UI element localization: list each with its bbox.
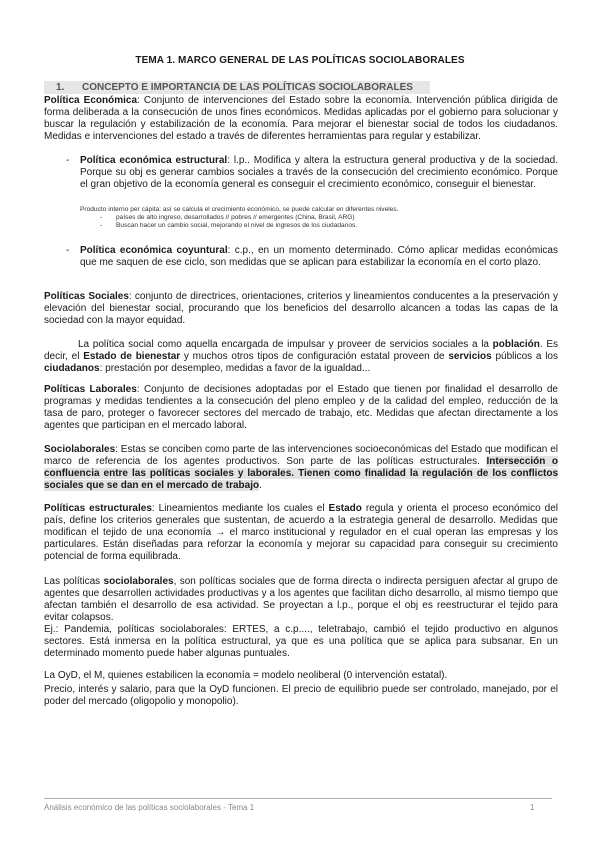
pib-note: Producto interno per cápita: así se calcula el crecimiento económico, se puede calcular en diferentes niveles. [80, 206, 399, 213]
politica-social-paragraph: La política social como aquella encargada de impulsar y proveer de servicios sociales a la población. Es decir, el Estado de bienestar y muchos otros tipos de configuración estatal proveen de servicios públicos a los ciudadanos: prestación por desempleo, medidas a favor de la igualdad... [44, 339, 558, 375]
document-title: TEMA 1. MARCO GENERAL DE LAS POLÍTICAS SOCIOLABORALES [135, 55, 465, 66]
sub-bullet-dash: - [100, 222, 103, 229]
politica-economica-paragraph: Política Económica: Conjunto de intervenciones del Estado sobre la economía. Intervención pública dirigida de forma deliberada a la consecución de unos fines económicos. Medidas aplicadas por el gobierno para solucionar y buscar la regulación y estabilización de la economía. Para mejorar el bienestar social de todos los ciudadanos. Medidas e intervenciones del estado a través de diferentes herramientas para regular y estabilizar. [44, 95, 558, 143]
sociolaborales-paragraph: Sociolaborales: Estas se conciben como parte de las intervenciones socioeconómicas del Estado que modifican el marco de referencia de los agentes productivos. Son parte de las políticas estructurales. Intersección o confluencia entre las políticas sociales y laborales. Tienen como finalidad la regulación de los conflictos sociales que se dan en el mercado de trabajo. [44, 444, 558, 492]
politicas-estructurales-paragraph: Políticas estructurales: Lineamientos mediante los cuales el Estado regula y orienta el proceso económico del país, define los criterios generales que sustentan, de acuerdo a la estrategia general de desarrollo. Medidas que modifican el tejido de una economía → el marco institucional y regulador en el cual operan las empresas y los particulares. Están diseñadas para reforzar la economía y mejorar su capacidad para conseguir su crecimiento potencial de forma equilibrada. [44, 503, 559, 563]
pib-subnote-2: Buscan hacer un cambio social, mejorando el nivel de ingresos de los ciudadanos. [116, 222, 358, 229]
section-number: 1. [56, 82, 65, 93]
sociolaborales-term: Sociolaborales [44, 444, 116, 455]
politicas-sociales-term: Políticas Sociales [44, 291, 129, 302]
oyd-line-2: Precio, interés y salario, para que la OyD funcionen. El precio de equilibrio puede ser controlado, manejado, por el poder del mercado (oligopolio y monopolio). [44, 684, 558, 708]
bullet-dash: - [66, 245, 70, 256]
pe-estructural-item: Política económica estructural: l.p.. Modifica y altera la estructura general productiva y de la sociedad. Porque su obj es generar cambios sociales a través de la consecución del crecimiento económico. Porque el gran objetivo de la economía general es conseguir el crecimiento económico, conseguir el bienestar. [80, 155, 558, 191]
pe-estructural-term: Política económica estructural [80, 155, 228, 166]
politica-economica-term: Política Económica [44, 95, 138, 106]
footer-text: Análisis económico de las políticas sociolaborales - Tema 1 [44, 803, 255, 812]
sociolaborales-highlight: Intersección o confluencia entre las políticas sociales y laborales. Tienen como finalidad la regulación de los conflictos sociales que se dan en el mercado de trabajo [44, 456, 558, 492]
pe-coyuntural-item: Política económica coyuntural: c.p., en un momento determinado. Cómo aplicar medidas económicas que me saquen de ese ciclo, son medidas que se aplican para estabilizar la economía en el corto plazo. [80, 245, 558, 269]
section-label: CONCEPTO E IMPORTANCIA DE LAS POLÍTICAS SOCIOLABORALES [82, 82, 413, 93]
ejemplo-paragraph: Ej.: Pandemia, políticas sociolaborales: ERTES, a c.p...., teletrabajo, cambió el tejido productivo en algunos sectores. Está inmersa en la política estructural, ya que es una política que se aplica para subsanar. En un determinado momento puede haber algunas puntuales. [44, 624, 558, 660]
politicas-sociales-paragraph: Políticas Sociales: conjunto de directrices, orientaciones, criterios y lineamientos conducentes a la preservación y elevación del bienestar social, procurando que los beneficios del desarrollo alcancen a todas las capas de la sociedad con la mayor equidad. [44, 291, 558, 327]
pib-subnote-1: países de alto ingreso, desarrollados // pobres // emergentes (China, Brasil, ARG) [116, 214, 355, 221]
sub-bullet-dash: - [100, 214, 103, 221]
section-heading [44, 81, 430, 94]
politicas-laborales-term: Políticas Laborales [44, 384, 137, 395]
politicas-estructurales-term: Políticas estructurales [44, 503, 152, 514]
pe-coyuntural-term: Política económica coyuntural [80, 245, 228, 256]
page-number: 1 [530, 803, 535, 812]
politicas-laborales-paragraph: Políticas Laborales: Conjunto de decisiones adoptadas por el Estado que tienen por finalidad el desarrollo de programas y medidas tendientes a la consecución del pleno empleo y de la calidad del empleo, reducción de la tasa de paro, proteger o favorecer sectores del mercado de trabajo, etc. Medidas que afectan directamente a los agentes que participan en el mercado laboral. [44, 384, 558, 432]
politicas-sociolaborales-paragraph: Las políticas sociolaborales, son políticas sociales que de forma directa o indirecta persiguen afectar al grupo de agentes que desarrollen actividades productivas y a los agentes que facilitan dicho desarrollo, al mismo tiempo que afectan también el desarrollo de esa actividad. Se proyectan a l.p., porque el obj es reestructurar el tejido para evitar colapsos. [44, 576, 558, 624]
oyd-line-1: La OyD, el M, quienes estabilicen la economía = modelo neoliberal (0 intervención estatal). [44, 670, 448, 681]
bullet-dash: - [66, 155, 70, 166]
footer-divider [44, 798, 552, 799]
